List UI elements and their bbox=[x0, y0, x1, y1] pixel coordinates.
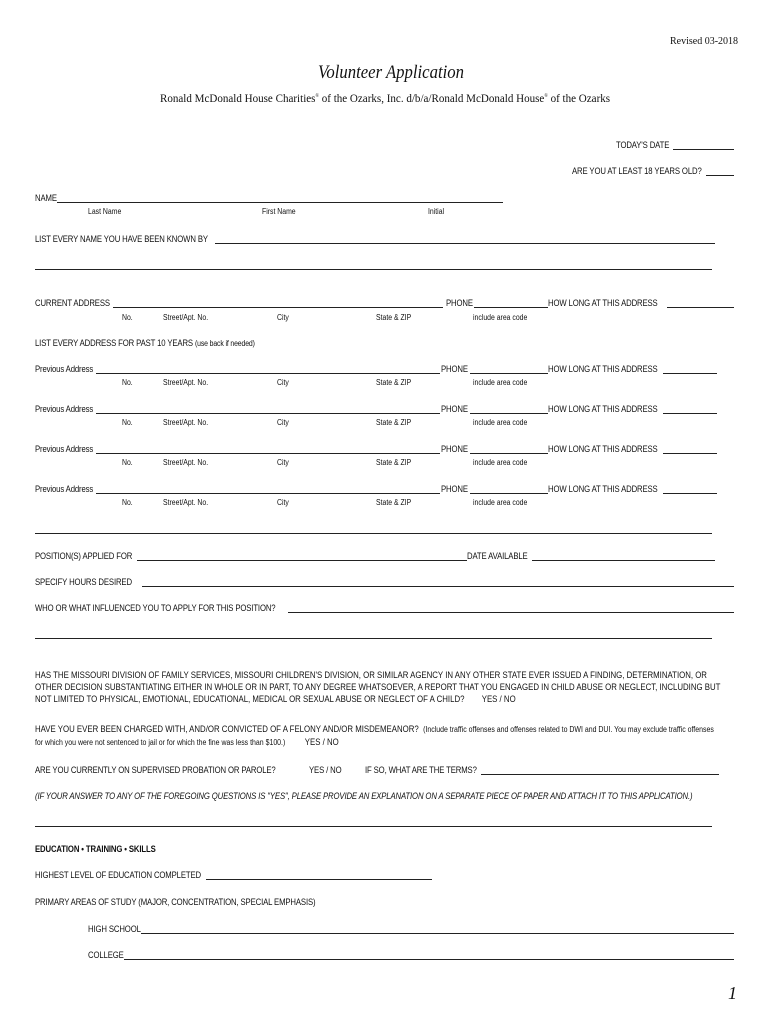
felony-question: HAVE YOU EVER BEEN CHARGED WITH, AND/OR CONVICTED OF A FELONY AND/OR MISDEMEANOR? (Include traffic offenses and offenses related to DWI and DUI. You may exclude traffic offenses for which you were not sentenced to jail or for which the fine was less than $100.) YES / NO bbox=[35, 724, 714, 747]
current-how-long-field[interactable] bbox=[667, 307, 734, 308]
previous-address-field[interactable] bbox=[96, 453, 440, 454]
probation-answer[interactable]: YES / NO bbox=[309, 765, 342, 775]
section-divider bbox=[35, 826, 712, 827]
current-address-label: CURRENT ADDRESS bbox=[35, 298, 110, 308]
previous-phone-label: PHONE bbox=[441, 484, 468, 494]
caption-street: Street/Apt. No. bbox=[163, 313, 209, 322]
section-divider bbox=[35, 533, 712, 534]
previous-how-long-field[interactable] bbox=[663, 373, 717, 374]
aliases-field-1[interactable] bbox=[215, 243, 715, 244]
high-school-label: HIGH SCHOOL bbox=[88, 924, 141, 934]
child-abuse-question: HAS THE MISSOURI DIVISION OF FAMILY SERVICES, MISSOURI CHILDREN'S DIVISION, OR SIMILAR AGENCY IN ANY OTHER STATE EVER ISSUED A FINDING, DETERMINATION, OR OTHER DECISION SUBSTANTIATING EITHER IN WHOLE OR IN PART, TO ANY DEGREE WHATSOEVER, A REPORT THAT YOU ENGAGED IN CHILD ABUSE OR NEGLECT, INCLUDING BUT NOT LIMITED TO PHYSICAL, EMOTIONAL, EDUCATIONAL, MEDICAL OR SEXUAL ABUSE OR NEGLECT OF A CHILD? YES / NO bbox=[35, 670, 721, 704]
current-phone-label: PHONE bbox=[446, 298, 473, 308]
previous-phone-label: PHONE bbox=[441, 364, 468, 374]
previous-address-label: Previous Address bbox=[35, 484, 94, 494]
caption-area-code: include area code bbox=[473, 418, 528, 427]
previous-phone-field[interactable] bbox=[470, 493, 548, 494]
previous-address-field[interactable] bbox=[96, 493, 440, 494]
caption-city: City bbox=[277, 418, 289, 427]
caption-area-code: include area code bbox=[473, 498, 528, 507]
caption-state-zip: State & ZIP bbox=[376, 458, 412, 467]
form-subtitle: Ronald McDonald House Charities® of the Ozarks, Inc. d/b/a/Ronald McDonald House® of the Ozarks bbox=[160, 91, 611, 105]
previous-address-label: Previous Address bbox=[35, 364, 94, 374]
highest-education-field[interactable] bbox=[206, 879, 432, 880]
caption-state-zip: State & ZIP bbox=[376, 378, 412, 387]
age-question-label: ARE YOU AT LEAST 18 YEARS OLD? bbox=[572, 166, 702, 176]
caption-area-code: include area code bbox=[473, 458, 528, 467]
felony-answer[interactable]: YES / NO bbox=[304, 737, 339, 747]
previous-phone-label: PHONE bbox=[441, 404, 468, 414]
highest-education-label: HIGHEST LEVEL OF EDUCATION COMPLETED bbox=[35, 870, 201, 880]
education-heading: EDUCATION • TRAINING • SKILLS bbox=[35, 844, 156, 854]
high-school-field[interactable] bbox=[141, 933, 734, 934]
explanation-note: (IF YOUR ANSWER TO ANY OF THE FOREGOING QUESTIONS IS "YES", PLEASE PROVIDE AN EXPLANATION ON A SEPARATE PIECE OF PAPER AND ATTACH IT TO THIS APPLICATION.) bbox=[35, 791, 693, 801]
caption-state-zip: State & ZIP bbox=[376, 498, 412, 507]
probation-terms-field[interactable] bbox=[481, 774, 719, 775]
caption-no: No. bbox=[122, 313, 133, 322]
caption-no: No. bbox=[122, 378, 133, 387]
previous-phone-label: PHONE bbox=[441, 444, 468, 454]
hours-desired-label: SPECIFY HOURS DESIRED bbox=[35, 577, 132, 587]
caption-city: City bbox=[277, 458, 289, 467]
position-applied-label: POSITION(S) APPLIED FOR bbox=[35, 551, 133, 561]
influenced-label: WHO OR WHAT INFLUENCED YOU TO APPLY FOR THIS POSITION? bbox=[35, 603, 276, 613]
initial-caption: Initial bbox=[428, 207, 445, 216]
caption-street: Street/Apt. No. bbox=[163, 418, 209, 427]
date-available-field[interactable] bbox=[532, 560, 715, 561]
caption-street: Street/Apt. No. bbox=[163, 498, 209, 507]
caption-state-zip: State & ZIP bbox=[376, 313, 412, 322]
revised-date: Revised 03-2018 bbox=[670, 36, 739, 47]
previous-how-long-field[interactable] bbox=[663, 453, 717, 454]
date-available-label: DATE AVAILABLE bbox=[467, 551, 528, 561]
hours-desired-field[interactable] bbox=[142, 586, 734, 587]
age-answer-field[interactable] bbox=[706, 175, 734, 176]
aliases-label: LIST EVERY NAME YOU HAVE BEEN KNOWN BY bbox=[35, 234, 208, 244]
caption-area-code: include area code bbox=[473, 313, 528, 322]
primary-areas-label: PRIMARY AREAS OF STUDY (MAJOR, CONCENTRATION, SPECIAL EMPHASIS) bbox=[35, 897, 316, 907]
aliases-field-2[interactable] bbox=[35, 269, 712, 270]
probation-question: ARE YOU CURRENTLY ON SUPERVISED PROBATION OR PAROLE? bbox=[35, 765, 276, 775]
caption-area-code: include area code bbox=[473, 378, 528, 387]
first-name-caption: First Name bbox=[262, 207, 296, 216]
caption-city: City bbox=[277, 498, 289, 507]
caption-city: City bbox=[277, 313, 289, 322]
previous-how-long-field[interactable] bbox=[663, 413, 717, 414]
previous-phone-field[interactable] bbox=[470, 413, 548, 414]
current-how-long-label: HOW LONG AT THIS ADDRESS bbox=[548, 298, 658, 308]
position-applied-field[interactable] bbox=[137, 560, 467, 561]
caption-street: Street/Apt. No. bbox=[163, 458, 209, 467]
caption-city: City bbox=[277, 378, 289, 387]
caption-no: No. bbox=[122, 498, 133, 507]
page-number: 1 bbox=[728, 983, 737, 1003]
previous-how-long-label: HOW LONG AT THIS ADDRESS bbox=[548, 444, 658, 454]
previous-how-long-field[interactable] bbox=[663, 493, 717, 494]
child-abuse-answer[interactable]: YES / NO bbox=[481, 694, 516, 704]
college-field[interactable] bbox=[124, 959, 734, 960]
previous-address-field[interactable] bbox=[96, 413, 440, 414]
form-title: Volunteer Application bbox=[318, 62, 464, 83]
caption-state-zip: State & ZIP bbox=[376, 418, 412, 427]
college-label: COLLEGE bbox=[88, 950, 124, 960]
current-phone-field[interactable] bbox=[474, 307, 548, 308]
previous-phone-field[interactable] bbox=[470, 453, 548, 454]
influenced-field[interactable] bbox=[288, 612, 734, 613]
probation-terms-label: IF SO, WHAT ARE THE TERMS? bbox=[365, 765, 477, 775]
current-address-field[interactable] bbox=[113, 307, 443, 308]
name-label: NAME bbox=[35, 193, 57, 203]
todays-date-label: TODAY'S DATE bbox=[616, 140, 670, 150]
previous-address-label: Previous Address bbox=[35, 444, 94, 454]
previous-address-field[interactable] bbox=[96, 373, 440, 374]
previous-how-long-label: HOW LONG AT THIS ADDRESS bbox=[548, 484, 658, 494]
caption-no: No. bbox=[122, 458, 133, 467]
caption-street: Street/Apt. No. bbox=[163, 378, 209, 387]
previous-address-label: Previous Address bbox=[35, 404, 94, 414]
todays-date-field[interactable] bbox=[673, 149, 734, 150]
last-name-caption: Last Name bbox=[88, 207, 122, 216]
caption-no: No. bbox=[122, 418, 133, 427]
previous-how-long-label: HOW LONG AT THIS ADDRESS bbox=[548, 364, 658, 374]
previous-phone-field[interactable] bbox=[470, 373, 548, 374]
previous-how-long-label: HOW LONG AT THIS ADDRESS bbox=[548, 404, 658, 414]
name-field[interactable] bbox=[57, 202, 503, 203]
address-history-label: LIST EVERY ADDRESS FOR PAST 10 YEARS (use back if needed) bbox=[35, 338, 255, 348]
section-divider bbox=[35, 638, 712, 639]
